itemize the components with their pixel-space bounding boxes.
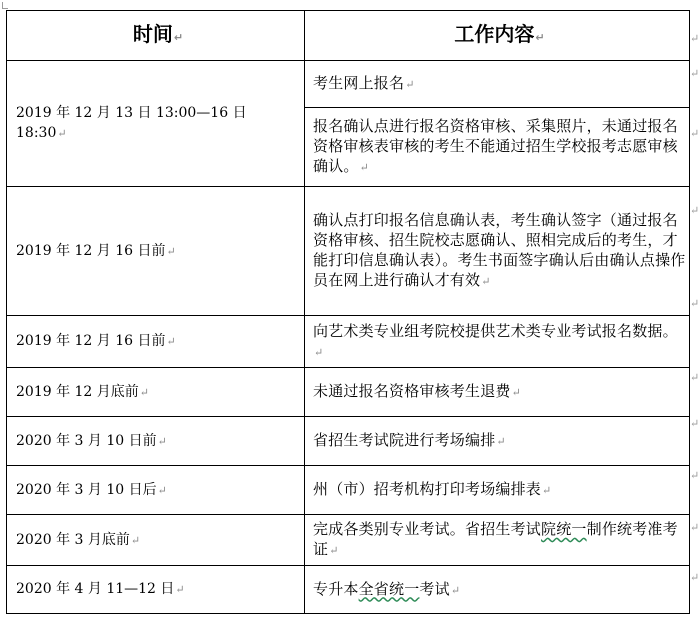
table-row	[7, 515, 690, 566]
paragraph-mark: ↵	[690, 417, 700, 430]
table-row	[7, 466, 690, 515]
paragraph-mark: ↵	[690, 204, 700, 217]
task-cell: 省招生考试院进行考场编排↵	[305, 417, 690, 466]
paragraph-mark: ↵	[690, 67, 700, 80]
task-cell: 报名确认点进行报名资格审核、采集照片，未通过报名资格审核表审核的考生不能通过招生学校报考志愿审核确认。↵	[305, 108, 690, 187]
paragraph-mark: ↵	[690, 297, 700, 310]
table-row	[7, 187, 690, 316]
task-cell: 专升本全省统一考试↵	[305, 566, 690, 614]
time-cell: 2019 年 12 月 16 日前↵	[7, 316, 305, 368]
table-row	[7, 316, 690, 368]
task-cell: 考生网上报名↵	[305, 61, 690, 108]
task-cell: 完成各类别专业考试。省招生考试院统一制作统考准考证↵	[305, 515, 690, 566]
corner-crop-mark	[2, 2, 8, 9]
task-cell: 未通过报名资格审核考生退费↵	[305, 368, 690, 417]
time-cell: 2020 年 3 月底前↵	[7, 515, 305, 566]
time-cell: 2020 年 3 月 10 日后↵	[7, 466, 305, 515]
table-row	[7, 566, 690, 614]
table-row	[7, 368, 690, 417]
header-time: 时间↵	[7, 11, 305, 61]
paragraph-mark: ↵	[690, 127, 700, 140]
header-content: 工作内容↵	[305, 11, 690, 61]
paragraph-mark: ↵	[690, 571, 700, 584]
table-header-row	[7, 11, 690, 61]
schedule-table	[6, 10, 690, 614]
time-cell: 2020 年 4 月 11—12 日↵	[7, 566, 305, 614]
table-row	[7, 417, 690, 466]
paragraph-mark: ↵	[690, 521, 700, 534]
paragraph-mark: ↵	[690, 32, 700, 45]
task-cell: 确认点打印报名信息确认表，考生确认签字（通过报名资格审核、招生院校志愿确认、照相完成后的考生，才能打印信息确认表）。考生书面签字确认后由确认点操作员在网上进行确认才有效↵	[305, 187, 690, 316]
paragraph-mark: ↵	[690, 469, 700, 482]
time-cell: 2019 年 12 月底前↵	[7, 368, 305, 417]
spellcheck-underline: 院统一	[541, 520, 587, 538]
spellcheck-underline: 全省统一	[358, 579, 420, 598]
task-cell: 州（市）招考机构打印考场编排表↵	[305, 466, 690, 515]
table-row	[7, 61, 690, 108]
time-cell: 2019 年 12 月 16 日前↵	[7, 187, 305, 316]
time-cell: 2019 年 12 月 13 日 13:00—16 日 18:30↵	[7, 61, 305, 187]
task-cell: 向艺术类专业组考院校提供艺术类专业考试报名数据。↵	[305, 316, 690, 368]
paragraph-mark: ↵	[690, 371, 700, 384]
time-cell: 2020 年 3 月 10 日前↵	[7, 417, 305, 466]
